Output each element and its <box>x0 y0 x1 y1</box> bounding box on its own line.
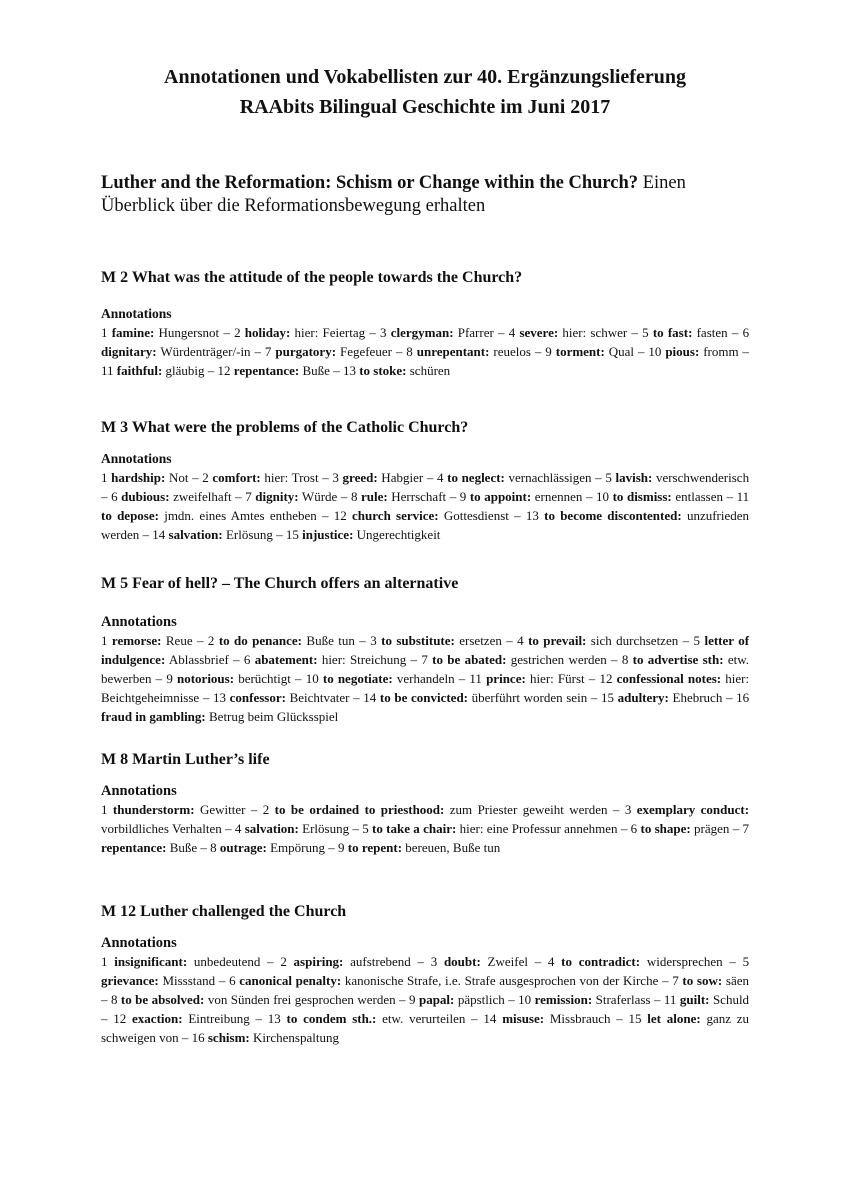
annotation-translation: Hungersnot <box>154 325 220 340</box>
annotation-translation: Kirchenspaltung <box>249 1030 339 1045</box>
annotation-term: to shape: <box>640 821 691 836</box>
section-heading: M 12 Luther challenged the Church <box>101 903 347 920</box>
annotation-term: to be convicted: <box>379 690 469 705</box>
annotation-number: 5 <box>605 470 616 485</box>
annotation-translation: Buße <box>166 840 198 855</box>
annotation-entry <box>545 344 634 359</box>
annotation-entry <box>596 489 723 504</box>
annotation-entry <box>111 992 396 1007</box>
annotation-translation: hier: eine Professur annehmen <box>456 821 618 836</box>
annotation-number: 14 <box>152 527 169 542</box>
annotation-translation: Empörung <box>266 840 325 855</box>
annotation-entry <box>672 973 749 988</box>
annotation-term: insignificant: <box>114 954 188 969</box>
annotation-term: fraud in gambling: <box>101 709 206 724</box>
annotation-entry <box>431 954 528 969</box>
annotation-entry <box>192 1030 339 1045</box>
annotation-term: to depose: <box>101 508 159 523</box>
annotation-term: outrage: <box>219 840 267 855</box>
annotations-list: 1 thunderstorm: Gewitter – 2 to be ordained to priesthood: zum Priester geweiht werden – 3 exemplary conduct: vorbildliches Verhalten – 4 salvation: Erlösung – 5 to take a chair: hier: eine Professur annehmen – 6 to shape: prägen – 7 repentance: Buße – 8 outrage: Empörung – 9 to repent: bereuen, Buße tun <box>101 802 750 855</box>
annotation-translation: hier: Trost <box>260 470 319 485</box>
section-m5 <box>101 574 749 726</box>
annotation-term: pious: <box>665 344 700 359</box>
annotation-translation: Buße tun <box>302 633 355 648</box>
annotation-number: 1 <box>101 802 113 817</box>
section-heading: M 2 What was the attitude of the people towards the Church? <box>101 269 523 286</box>
annotation-term: to be abated: <box>432 652 507 667</box>
annotation-translation: aufstrebend <box>343 954 411 969</box>
annotation-entry <box>509 325 627 340</box>
annotation-number: 1 <box>101 325 112 340</box>
annotation-translation: hier: Feiertag <box>290 325 366 340</box>
section-heading: M 8 Martin Luther’s life <box>101 751 270 768</box>
annotation-term: hardship: <box>111 470 166 485</box>
annotation-term: severe: <box>519 325 559 340</box>
annotation-entry <box>518 992 650 1007</box>
annotation-number: 3 <box>380 325 391 340</box>
annotation-translation: Beichtvater <box>285 690 350 705</box>
annotation-term: dignitary: <box>101 344 157 359</box>
annotation-entry <box>483 1011 610 1026</box>
annotation-translation: unbedeutend <box>187 954 261 969</box>
annotation-number: 6 <box>742 325 750 340</box>
annotation-entry <box>605 470 749 485</box>
annotation-entry <box>363 690 587 705</box>
annotation-number: 8 <box>110 992 121 1007</box>
annotation-number: 8 <box>406 344 417 359</box>
annotation-translation: Fegefeuer <box>336 344 392 359</box>
annotation-number: 11 <box>469 671 487 686</box>
annotation-number: 16 <box>736 690 750 705</box>
annotation-number: 5 <box>362 821 373 836</box>
annotation-translation: Würde <box>298 489 338 504</box>
annotation-translation: zum Priester geweiht werden <box>444 802 608 817</box>
annotation-entry <box>235 821 349 836</box>
annotation-entry <box>210 840 325 855</box>
annotation-entry <box>265 344 392 359</box>
annotation-term: injustice: <box>302 527 354 542</box>
annotation-number: 3 <box>430 954 444 969</box>
annotation-term: doubt: <box>443 954 481 969</box>
annotation-entry <box>409 992 505 1007</box>
annotation-term: salvation: <box>244 821 299 836</box>
annotation-term: to become discontented: <box>544 508 682 523</box>
annotation-translation: Reue <box>161 633 193 648</box>
annotation-translation: vorbildliches Verhalten <box>101 821 222 836</box>
annotation-number: 8 <box>350 489 361 504</box>
annotation-term: to do penance: <box>218 633 303 648</box>
annotation-term: comfort: <box>212 470 261 485</box>
annotation-translation: prägen <box>690 821 730 836</box>
annotation-translation: hier: Streichung <box>317 652 407 667</box>
annotation-translation: Missbrauch <box>544 1011 611 1026</box>
annotation-translation: Straferlass <box>592 992 651 1007</box>
annotation-term: aspiring: <box>293 954 344 969</box>
annotation-translation: säen <box>722 973 750 988</box>
annotation-translation: Gewitter <box>194 802 246 817</box>
annotation-term: to prevail: <box>528 633 587 648</box>
annotation-term: adultery: <box>617 690 669 705</box>
annotation-number: 5 <box>742 954 750 969</box>
annotation-entry <box>152 527 273 542</box>
annotation-number: 11 <box>736 489 750 504</box>
annotation-entry <box>166 671 291 686</box>
annotation-entry <box>406 344 531 359</box>
annotation-number: 9 <box>409 992 419 1007</box>
section-heading: M 3 What were the problems of the Catholic Church? <box>101 419 469 436</box>
annotation-number: 12 <box>217 363 234 378</box>
annotation-number: 1 <box>101 633 112 648</box>
annotation-number: 6 <box>243 652 255 667</box>
annotation-translation: verhandeln <box>392 671 455 686</box>
section-heading: M 5 Fear of hell? – The Church offers an alternative <box>101 575 459 592</box>
annotation-entry <box>338 840 500 855</box>
document-title <box>101 62 749 122</box>
annotation-term: to contradict: <box>561 954 641 969</box>
annotation-entry <box>437 470 592 485</box>
section-m3 <box>101 418 749 544</box>
annotation-translation: Gottesdienst <box>438 508 509 523</box>
annotations-list: 1 famine: Hungersnot – 2 holiday: hier: Feiertag – 3 clergyman: Pfarrer – 4 severe: hier: schwer – 5 to fast: fasten – 6 dignitary: Würdenträger/-in – 7 purgatory: Fegefeuer – 8 unrepentant: reuelos – 9 torment: Qual – 10 pious: fromm – 11 faithful: gläubig – 12 repentance: Buße – 13 to stoke: schüren <box>101 325 750 378</box>
annotation-number: 4 <box>436 470 448 485</box>
annotation-entry <box>280 954 410 969</box>
annotation-entry <box>113 1011 249 1026</box>
annotation-translation: Ungerechtigkeit <box>353 527 441 542</box>
annotation-number: 2 <box>207 633 219 648</box>
annotation-translation: berüchtigt <box>234 671 291 686</box>
annotation-translation: Erlösung <box>298 821 350 836</box>
annotation-term: to dismiss: <box>612 489 672 504</box>
annotation-term: to substitute: <box>381 633 455 648</box>
annotation-number: 15 <box>628 1011 648 1026</box>
annotation-term: greed: <box>342 470 378 485</box>
annotation-number: 2 <box>280 954 294 969</box>
annotation-term: to advertise sth: <box>632 652 724 667</box>
annotation-number: 4 <box>547 954 562 969</box>
annotation-term: salvation: <box>168 527 223 542</box>
annotation-translation: Not <box>165 470 189 485</box>
annotation-term: prince: <box>486 671 526 686</box>
annotation-translation: unzufrieden werden <box>101 508 750 542</box>
annotation-translation: jmdn. eines Amtes entheben <box>158 508 317 523</box>
annotations-label: Annotations <box>101 306 172 321</box>
annotations-list: 1 insignificant: unbedeutend – 2 aspiring: aufstrebend – 3 doubt: Zweifel – 4 to contradict: widersprechen – 5 grievance: Missstand – 6 canonical penalty: kanonische Strafe, i.e. Strafe ausgesprochen von der Kirche – 7 to sow: säen – 8 to be absolved: von Sünden frei gesprochen werden – 9 papal: päpstlich – 10 remission: Straferlass – 11 guilt: Schuld – 12 exaction: Eintreibung – 13 to condem sth.: etw. verurteilen – 14 misuse: Missbrauch – 15 let alone: ganz zu schweigen von – 16 schism: Kirchenspaltung <box>101 954 750 1045</box>
annotation-entry <box>229 973 658 988</box>
annotation-translation: Erlösung <box>222 527 273 542</box>
annotation-entry <box>101 470 188 485</box>
annotation-term: papal: <box>418 992 455 1007</box>
annotation-number: 4 <box>517 633 529 648</box>
annotation-translation: Pfarrer <box>453 325 494 340</box>
annotation-entry <box>642 325 728 340</box>
annotation-term: to neglect: <box>447 470 505 485</box>
annotation-translation: überführt worden sein <box>468 690 588 705</box>
annotation-entry <box>101 633 193 648</box>
annotation-translation: ernennen <box>531 489 583 504</box>
annotation-number: 6 <box>229 973 240 988</box>
title-line-2: RAAbits Bilingual Geschichte im Juni 2017 <box>239 96 611 118</box>
annotation-translation: gläubig <box>162 363 205 378</box>
annotation-entry <box>469 671 584 686</box>
annotation-term: purgatory: <box>275 344 337 359</box>
annotation-entry <box>460 489 583 504</box>
annotation-translation: gestrichen werden <box>506 652 607 667</box>
annotation-translation: Buße <box>299 363 330 378</box>
annotation-number: 5 <box>642 325 653 340</box>
annotation-entry <box>268 1011 466 1026</box>
annotations-label: Annotations <box>101 783 177 799</box>
annotation-translation: etw. bewerben <box>101 652 750 686</box>
annotations-list: 1 remorse: Reue – 2 to do penance: Buße tun – 3 to substitute: ersetzen – 4 to prevail: sich durchsetzen – 5 letter of indulgence: Ablassbrief – 6 abatement: hier: Streichung – 7 to be abated: gestrichen werden – 8 to advertise sth: etw. bewerben – 9 notorious: berüchtigt – 10 to negotiate: verhandeln – 11 prince: hier: Fürst – 12 confessional notes: hier: Beichtgeheimnisse – 13 confessor: Beichtvater – 14 to be convicted: überführt worden sein – 15 adultery: Ehebruch – 16 fraud in gambling: Betrug beim Glücksspiel <box>101 633 750 724</box>
annotation-number: 2 <box>262 802 275 817</box>
annotation-number: 7 <box>264 344 276 359</box>
annotation-term: confessional notes: <box>616 671 722 686</box>
subtitle-regular: Einen Überblick über die Reformationsbewegung erhalten <box>101 173 686 216</box>
annotation-number: 2 <box>234 325 245 340</box>
annotation-term: exaction: <box>132 1011 183 1026</box>
annotations-list: 1 hardship: Not – 2 comfort: hier: Trost – 3 greed: Habgier – 4 to neglect: vernachlässigen – 5 lavish: verschwenderisch – 6 dubious: zweifelhaft – 7 dignity: Würde – 8 rule: Herrschaft – 9 to appoint: ernennen – 10 to dismiss: entlassen – 11 to depose: jmdn. eines Amtes entheben – 12 church service: Gottesdienst – 13 to become discontented: unzufrieden werden – 14 salvation: Erlösung – 15 injustice: Ungerechtigkeit <box>101 470 750 542</box>
annotation-number: 1 <box>101 470 112 485</box>
annotation-translation: etw. verurteilen <box>376 1011 466 1026</box>
annotation-number: 16 <box>191 1030 208 1045</box>
annotation-translation: ersetzen <box>454 633 502 648</box>
annotation-entry <box>351 489 446 504</box>
annotation-translation: Würdenträger/-in <box>156 344 251 359</box>
annotation-number: 12 <box>113 1011 133 1026</box>
annotation-entry <box>343 363 450 378</box>
annotation-term: to be absolved: <box>120 992 205 1007</box>
annotation-entry <box>101 802 245 817</box>
annotation-entry <box>286 527 441 542</box>
annotation-term: clergyman: <box>390 325 454 340</box>
unit-subtitle <box>101 172 749 218</box>
annotation-entry <box>332 470 423 485</box>
annotation-translation: ganz zu schweigen von <box>101 1011 750 1045</box>
annotation-term: canonical penalty: <box>239 973 342 988</box>
annotation-term: to fast: <box>652 325 693 340</box>
annotation-number: 9 <box>338 840 348 855</box>
section-m8 <box>101 750 749 857</box>
annotation-translation: verschwenderisch <box>652 470 750 485</box>
annotation-term: grievance: <box>101 973 159 988</box>
annotation-number: 11 <box>663 992 680 1007</box>
annotation-term: dubious: <box>121 489 170 504</box>
annotation-number: 9 <box>459 489 470 504</box>
annotation-term: remorse: <box>111 633 162 648</box>
annotation-term: to repent: <box>347 840 403 855</box>
annotation-term: to condem sth.: <box>286 1011 377 1026</box>
annotation-number: 8 <box>621 652 633 667</box>
annotation-entry <box>263 802 608 817</box>
annotation-term: holiday: <box>244 325 291 340</box>
annotation-entry <box>101 325 219 340</box>
annotation-entry <box>548 954 723 969</box>
annotation-translation: zweifelhaft <box>169 489 232 504</box>
annotation-entry <box>664 992 749 1007</box>
annotation-entry <box>421 652 606 667</box>
annotation-number: 14 <box>483 1011 503 1026</box>
annotation-term: thunderstorm: <box>112 802 195 817</box>
annotation-term: letter of indulgence: <box>101 633 750 667</box>
annotation-number: 12 <box>333 508 353 523</box>
annotation-term: to appoint: <box>469 489 532 504</box>
annotation-number: 9 <box>545 344 556 359</box>
section-m2 <box>101 268 749 380</box>
annotation-entry <box>245 489 337 504</box>
annotation-term: schism: <box>207 1030 250 1045</box>
annotation-term: to negotiate: <box>322 671 393 686</box>
annotation-entry <box>202 470 318 485</box>
annotation-entry <box>601 690 722 705</box>
annotation-translation: päpstlich <box>454 992 505 1007</box>
annotation-translation: Missstand <box>158 973 216 988</box>
annotation-term: let alone: <box>647 1011 701 1026</box>
annotation-entry <box>370 633 502 648</box>
annotation-term: remission: <box>534 992 593 1007</box>
annotation-term: to sow: <box>682 973 723 988</box>
annotation-entry <box>334 508 509 523</box>
annotation-translation: schüren <box>406 363 451 378</box>
annotations-label: Annotations <box>101 451 172 466</box>
annotation-number: 13 <box>212 690 230 705</box>
annotation-term: dignity: <box>255 489 299 504</box>
annotation-entry <box>208 633 355 648</box>
annotation-entry <box>218 363 330 378</box>
annotation-term: rule: <box>361 489 388 504</box>
annotation-term: repentance: <box>101 840 167 855</box>
annotation-number: 5 <box>693 633 705 648</box>
annotation-entry <box>306 671 455 686</box>
annotation-number: 14 <box>363 690 380 705</box>
annotation-entry <box>111 489 232 504</box>
annotation-translation: widersprechen <box>640 954 723 969</box>
annotation-number: 3 <box>624 802 637 817</box>
annotation-number: 2 <box>202 470 213 485</box>
annotation-term: to take a chair: <box>372 821 457 836</box>
annotation-translation: hier: Fürst <box>525 671 585 686</box>
annotation-term: lavish: <box>615 470 653 485</box>
annotation-number: 10 <box>305 671 323 686</box>
annotation-term: to stoke: <box>359 363 407 378</box>
annotation-term: misuse: <box>502 1011 545 1026</box>
annotation-translation: Ehebruch <box>668 690 723 705</box>
annotation-entry <box>380 325 494 340</box>
annotation-term: repentance: <box>233 363 300 378</box>
annotation-translation: Eintreibung <box>182 1011 250 1026</box>
annotation-number: 15 <box>600 690 618 705</box>
annotation-translation: Herrschaft <box>387 489 447 504</box>
annotation-translation: kanonische Strafe, i.e. Strafe ausgesprochen von der Kirche <box>341 973 659 988</box>
annotation-number: 10 <box>596 489 613 504</box>
annotations-label: Annotations <box>101 935 177 951</box>
annotation-entry <box>244 652 406 667</box>
annotation-translation: vernachlässigen <box>504 470 592 485</box>
annotation-term: torment: <box>555 344 605 359</box>
annotation-translation: Ablassbrief <box>165 652 229 667</box>
annotation-term: abatement: <box>254 652 318 667</box>
annotation-number: 15 <box>285 527 303 542</box>
annotation-number: 4 <box>508 325 520 340</box>
annotation-translation: Schuld <box>709 992 750 1007</box>
annotation-term: exemplary conduct: <box>636 802 750 817</box>
annotation-number: 7 <box>245 489 256 504</box>
annotation-translation: Zweifel <box>480 954 528 969</box>
annotation-number: 6 <box>111 489 122 504</box>
annotation-number: 10 <box>518 992 535 1007</box>
annotation-term: famine: <box>111 325 155 340</box>
section-m12 <box>101 902 749 1047</box>
annotation-number: 10 <box>648 344 666 359</box>
annotation-number: 7 <box>421 652 433 667</box>
annotation-number: 8 <box>210 840 220 855</box>
annotation-number: 4 <box>234 821 245 836</box>
annotation-entry <box>362 821 617 836</box>
annotation-number: 3 <box>370 633 382 648</box>
annotations-label: Annotations <box>101 614 177 630</box>
annotation-translation: reuelos <box>489 344 531 359</box>
annotation-number: 13 <box>342 363 360 378</box>
annotation-term: church service: <box>352 508 439 523</box>
annotation-term: unrepentant: <box>416 344 490 359</box>
annotation-term: guilt: <box>679 992 710 1007</box>
annotation-entry <box>648 344 738 359</box>
annotation-translation: von Sünden frei gesprochen werden <box>204 992 396 1007</box>
annotation-number: 7 <box>672 973 683 988</box>
annotation-number: 6 <box>630 821 641 836</box>
annotation-number: 11 <box>101 363 117 378</box>
annotation-translation: Betrug beim Glücksspiel <box>205 709 339 724</box>
annotation-term: notorious: <box>176 671 235 686</box>
annotation-entry <box>213 690 350 705</box>
annotation-number: 9 <box>166 671 177 686</box>
annotation-translation: entlassen <box>671 489 723 504</box>
annotation-entry <box>517 633 678 648</box>
annotation-entry <box>234 325 365 340</box>
annotation-term: to be ordained to priesthood: <box>274 802 445 817</box>
annotation-term: faithful: <box>116 363 163 378</box>
annotation-translation: fasten <box>692 325 728 340</box>
annotation-number: 7 <box>742 821 750 836</box>
annotation-translation: sich durchsetzen <box>586 633 679 648</box>
annotation-translation: bereuen, Buße tun <box>402 840 501 855</box>
annotation-number: 13 <box>525 508 545 523</box>
title-line-1: Annotationen und Vokabellisten zur 40. Ergänzungslieferung <box>164 66 686 88</box>
subtitle-bold: Luther and the Reformation: Schism or Change within the Church? <box>101 173 639 193</box>
annotation-translation: hier: Beichtgeheimnisse <box>101 671 750 705</box>
annotation-number: 1 <box>101 954 115 969</box>
annotation-entry <box>631 821 730 836</box>
annotation-number: 12 <box>599 671 617 686</box>
annotation-number: 13 <box>267 1011 287 1026</box>
annotation-entry <box>101 954 260 969</box>
annotation-term: confessor: <box>229 690 286 705</box>
annotation-translation: hier: schwer <box>558 325 628 340</box>
annotation-translation: Qual <box>604 344 635 359</box>
annotation-entry <box>101 363 205 378</box>
annotation-translation: Habgier <box>377 470 424 485</box>
annotation-number: 3 <box>332 470 343 485</box>
annotation-translation: fromm <box>699 344 739 359</box>
